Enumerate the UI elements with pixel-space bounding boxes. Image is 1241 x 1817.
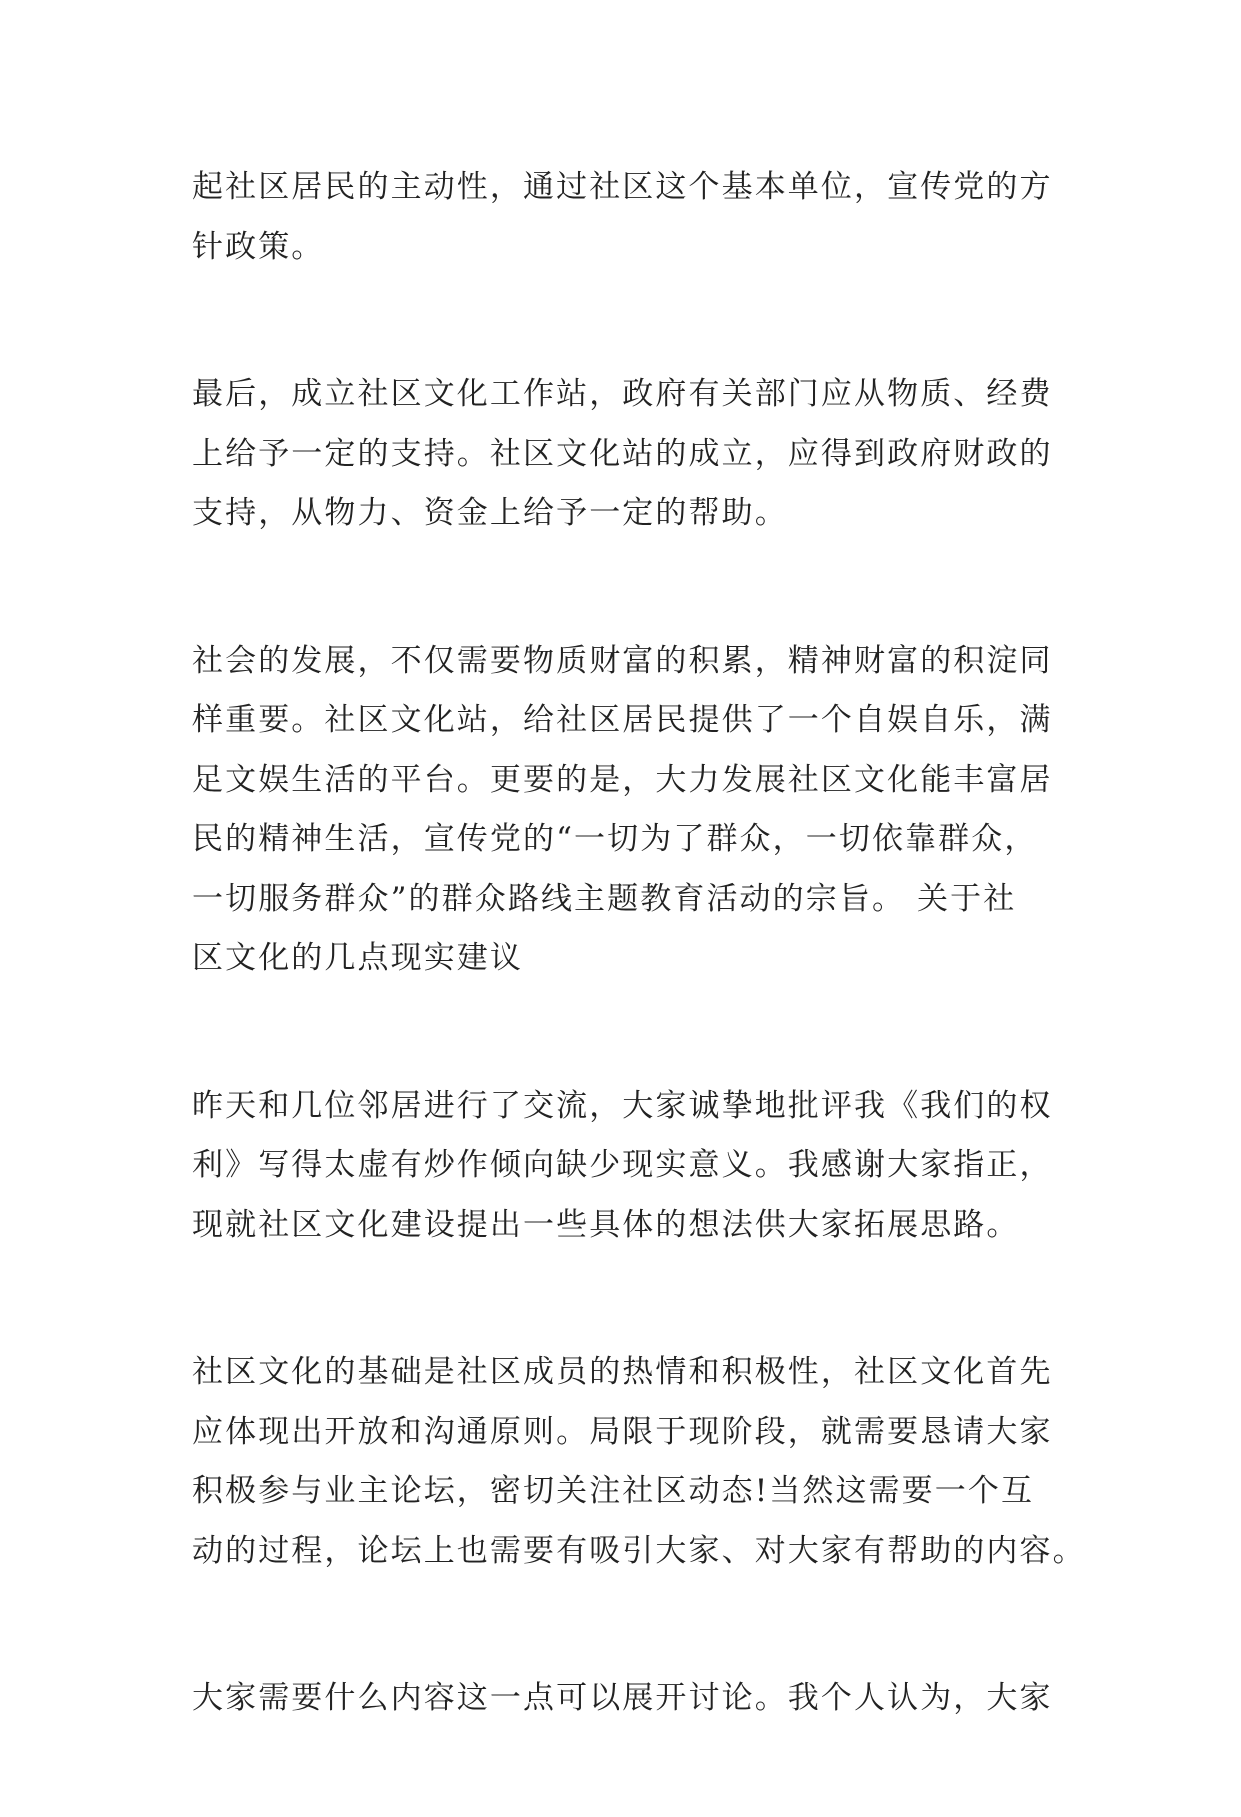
text-line: 样重要。社区文化站，给社区居民提供了一个自娱自乐，满 [192,702,1053,738]
text-line: 支持，从物力、资金上给予一定的帮助。 [192,495,788,531]
text-line: 应体现出开放和沟通原则。局限于现阶段，就需要恳请大家 [192,1413,1053,1450]
document-body [192,158,1086,1817]
paragraph-3 [192,632,1072,989]
paragraph-5 [192,1343,1086,1581]
text-line: 昨天和几位邻居进行了交流，大家诚挚地批评我《我们的权 [192,1087,1053,1124]
paragraph-4 [192,1077,1072,1256]
text-line: 一切服务群众”的群众路线主题教育活动的宗旨。 关于社 [192,880,1017,917]
text-line: 最后，成立社区文化工作站，政府有关部门应从物质、经费 [192,376,1053,412]
text-line: 积极参与业主论坛，密切关注社区动态!当然这需要一个互 [192,1473,1035,1509]
text-line: 利》写得太虚有炒作倾向缺少现实意义。我感谢大家指正， [192,1147,1053,1183]
text-line: 上给予一定的支持。社区文化站的成立，应得到政府财政的 [192,435,1053,472]
paragraph-1 [192,158,1072,277]
text-line: 起社区居民的主动性，通过社区这个基本单位，宣传党的方 [192,169,1053,205]
text-line: 现就社区文化建设提出一些具体的想法供大家拓展思路。 [192,1206,1020,1243]
text-line: 足文娱生活的平台。更要的是，大力发展社区文化能丰富居 [192,761,1053,798]
text-line: 民的精神生活，宣传党的“一切为了群众，一切依靠群众， [192,821,1038,857]
text-line: 针政策。 [192,228,325,265]
paragraph-2 [192,365,1072,544]
text-line: 社区文化的基础是社区成员的热情和积极性，社区文化首先 [192,1354,1053,1390]
text-line: 社会的发展，不仅需要物质财富的积累，精神财富的积淀同 [192,642,1053,679]
text-line: 动的过程，论坛上也需要有吸引大家、对大家有帮助的内容。 [192,1532,1086,1569]
text-line: 大家需要什么内容这一点可以展开讨论。我个人认为，大家 [192,1680,1053,1716]
paragraph-6 [192,1669,1072,1729]
text-line: 区文化的几点现实建议 [192,940,523,976]
